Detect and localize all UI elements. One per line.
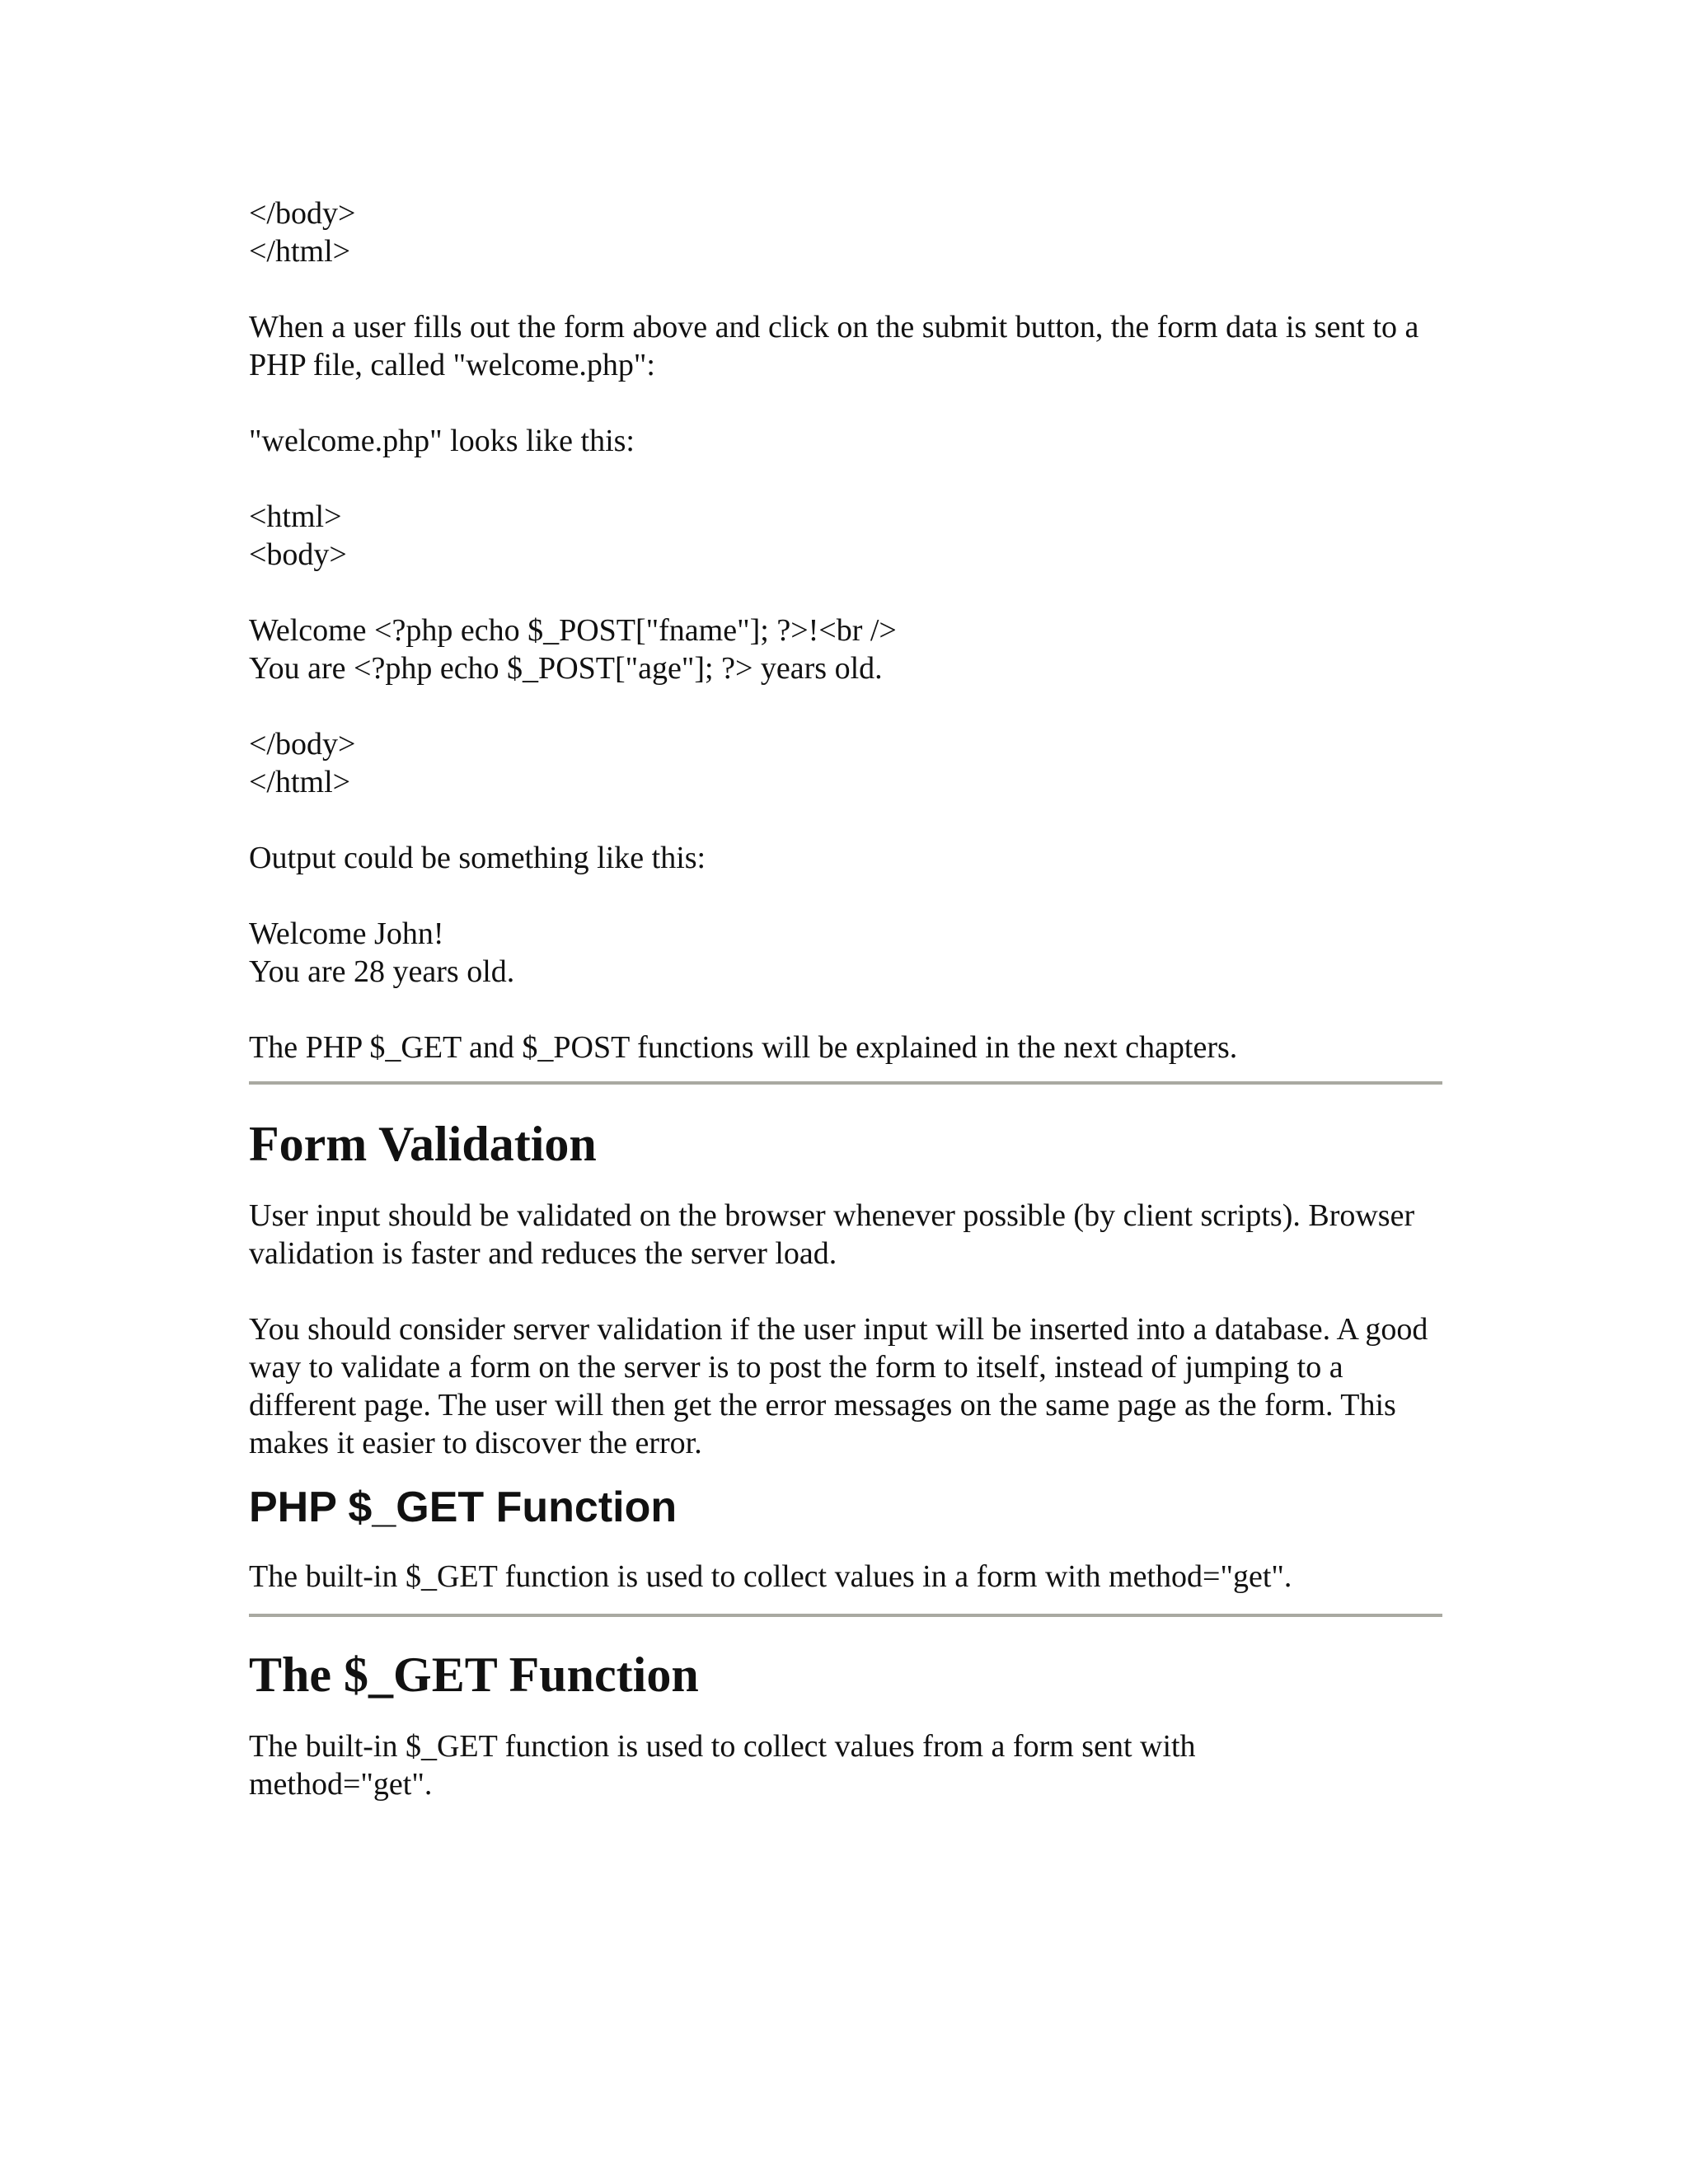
output-line: Welcome John! <box>249 916 444 951</box>
output-line: You are 28 years old. <box>249 954 515 989</box>
code-line: <html> <box>249 499 342 534</box>
heading-form-validation: Form Validation <box>249 1117 597 1171</box>
code-line: Welcome <?php echo $_POST["fname"]; ?>!<br /> <box>249 613 897 648</box>
output-example <box>249 915 1442 991</box>
php-get-paragraph: The built-in $_GET function is used to collect values in a form with method="get". <box>249 1559 1292 1594</box>
code-block-php <box>249 612 1442 687</box>
code-line: </html> <box>249 234 351 269</box>
heading-the-get-function: The $_GET Function <box>249 1647 699 1702</box>
code-line: </body> <box>249 727 356 762</box>
code-line: <body> <box>249 537 347 572</box>
code-line: You are <?php echo $_POST["age"]; ?> years old. <box>249 651 883 686</box>
code-block-opening-tags <box>249 498 1442 574</box>
code-line: </html> <box>249 765 351 799</box>
document-page <box>249 194 1442 1841</box>
divider <box>249 1614 1442 1617</box>
heading-php-get-function: PHP $_GET Function <box>249 1483 678 1531</box>
code-block-closing-tags <box>249 194 1442 270</box>
intro-paragraph: When a user fills out the form above and click on the submit button, the form data is sent to a PHP file, called "welcome.php": <box>249 310 1419 382</box>
explained-paragraph: The PHP $_GET and $_POST functions will be explained in the next chapters. <box>249 1030 1238 1065</box>
divider <box>249 1081 1442 1085</box>
code-line: </body> <box>249 196 356 231</box>
looks-like-paragraph: "welcome.php" looks like this: <box>249 424 635 458</box>
code-block-closing-tags-2 <box>249 725 1442 801</box>
the-get-paragraph: The built-in $_GET function is used to collect values from a form sent with method="get". <box>249 1729 1196 1802</box>
output-intro-paragraph: Output could be something like this: <box>249 841 706 875</box>
form-validation-paragraph-1: User input should be validated on the browser whenever possible (by client scripts). Browser validation is faster and reduces the server load. <box>249 1198 1415 1271</box>
form-validation-paragraph-2: You should consider server validation if the user input will be inserted into a database. A good way to validate a form on the server is to post the form to itself, instead of jumping to a different page. The user will then get the error messages on the same page as the form. This makes it easier to discover the error. <box>249 1312 1428 1460</box>
